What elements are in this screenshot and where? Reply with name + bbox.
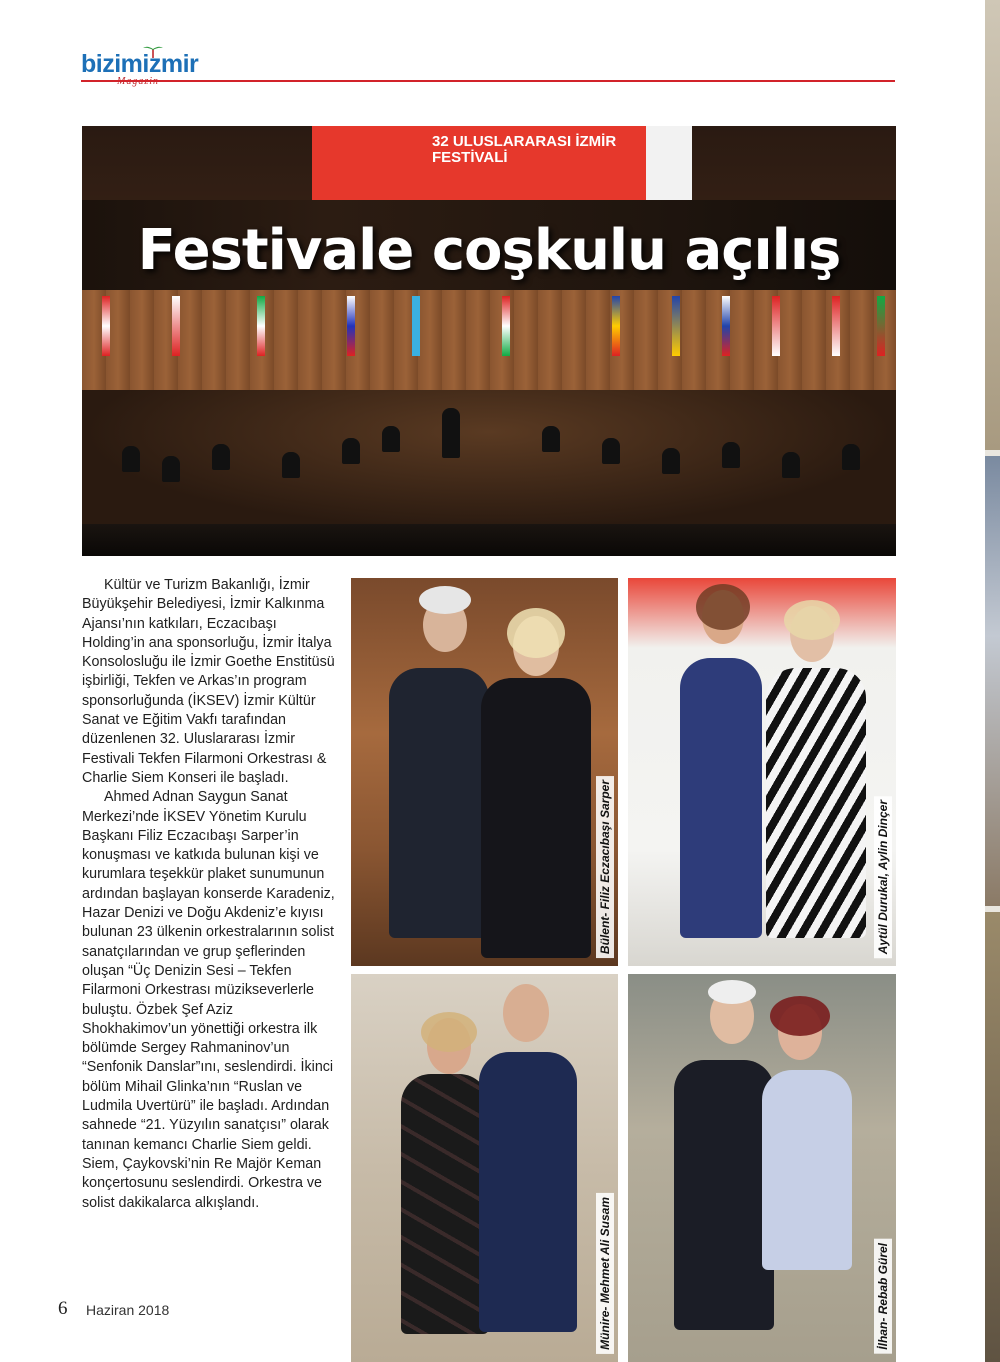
conductor <box>442 408 460 458</box>
photo-bulent-filiz <box>351 578 618 966</box>
musician <box>342 438 360 464</box>
article-body <box>82 576 336 1213</box>
hero-photo <box>82 126 896 556</box>
flag <box>722 296 730 356</box>
banner-sponsor-panel <box>646 126 692 200</box>
man-figure <box>389 668 489 938</box>
flag <box>672 296 680 356</box>
flag <box>877 296 885 356</box>
festival-banner-text: 32 ULUSLARARASI İZMİR FESTİVALİ <box>432 133 617 166</box>
logo-wordmark: bizimizmir <box>81 50 199 78</box>
edge-image-3 <box>985 912 1000 1362</box>
edge-image-1 <box>985 0 1000 450</box>
flag <box>257 296 265 356</box>
photo-caption: İlhan- Rebab Gürel <box>874 1239 892 1354</box>
flag <box>347 296 355 356</box>
woman-hair <box>784 600 840 640</box>
flag <box>612 296 620 356</box>
photo-munire-mehmet <box>351 974 618 1362</box>
flag <box>412 296 420 356</box>
woman-hair <box>507 608 565 658</box>
edge-image-2 <box>985 456 1000 906</box>
musician <box>382 426 400 452</box>
musician <box>212 444 230 470</box>
palm-tree-icon <box>143 44 163 58</box>
woman-figure <box>762 1070 852 1270</box>
flag <box>102 296 110 356</box>
flag <box>832 296 840 356</box>
musician <box>542 426 560 452</box>
woman-hair <box>770 996 830 1036</box>
woman-hair <box>421 1012 477 1052</box>
musician <box>662 448 680 474</box>
woman-figure <box>680 658 762 938</box>
festival-banner <box>312 126 692 200</box>
musician <box>282 452 300 478</box>
man-figure <box>479 1052 577 1332</box>
flag <box>502 296 510 356</box>
article-paragraph: Ahmed Adnan Saygun Sanat Merkezi’nde İKSEV Yönetim Kurulu Başkanı Filiz Eczacıbaşı Sarper’in konuşması ve katkıda bulunan kişi ve kurumlara teşekkür plaket sunumunun ardından başlayan konserde Karadeniz, Hazar Denizi ve Doğu Akdeniz’e kıyısı bulunan 23 ülkenin orkestralarının solist sanatçılarından ve grup şeflerinden oluşan “Üç Denizin Sesi – Tekfen Filarmoni Orkestrası müzikseverlerle buluştu. Özbek Şef Aziz Shokhakimov’un yönettiği orkestra ilk bölümde Sergey Rahmaninov’un “Senfonik Danslar”ını, seslendirdi. İkinci bölüm Mihail Glinka’nın “Ruslan ve Ludmila Uvertürü” ile başladı. Ardından sahnede “21. Yüzyılın sanatçısı” olarak tanınan kemancı Charlie Siem geldi. Siem, Çaykovski’nin Re Majör Keman konçertosunu seslendirdi. Orkestra ve solist dakikalarca alkışlandı. <box>82 789 335 1211</box>
man-figure <box>674 1060 774 1330</box>
man-hair <box>708 980 756 1004</box>
article-paragraph: Kültür ve Turizm Bakanlığı, İzmir Büyükşehir Belediyesi, İzmir Kalkınma Ajansı’nın katkıları, Eczacıbaşı Holding’in ana sponsorluğu, İzmir İtalya Konsolosluğu ile İzmir Goethe Enstitüsü işbirliği, Tekfen ve Arkas’ın program sponsorluğunda (İKSEV) İzmir Kültür Sanat ve Eğitim Vakfı tarafından düzenlenen 32. Uluslararası İzmir Festivali Tekfen Filarmoni Orkestrası & Charlie Siem Konseri ile başladı. <box>82 577 335 786</box>
man-head <box>503 984 549 1042</box>
issue-date: Haziran 2018 <box>86 1302 170 1318</box>
page-number: 6 <box>58 1298 68 1319</box>
photo-ilhan-rebab <box>628 974 896 1362</box>
musician <box>162 456 180 482</box>
musician <box>782 452 800 478</box>
man-hair <box>419 586 471 614</box>
musician <box>122 446 140 472</box>
header-rule <box>81 80 895 82</box>
woman-figure <box>481 678 591 958</box>
musician <box>722 442 740 468</box>
woman-figure <box>401 1074 489 1334</box>
headline: Festivale coşkulu açılış <box>137 218 841 283</box>
photo-caption: Bülent- Filiz Eczacıbaşı Sarper <box>596 776 614 958</box>
flag <box>172 296 180 356</box>
flag <box>772 296 780 356</box>
audience-silhouettes <box>82 524 896 556</box>
photo-aytul-aylin <box>628 578 896 966</box>
photo-caption: Münire- Mehmet Ali Susam <box>596 1193 614 1354</box>
photo-caption: Aytül Durukal, Aylin Dinçer <box>874 796 892 958</box>
orchestra-stage <box>82 390 896 530</box>
magazine-logo <box>81 50 221 90</box>
page-edge-strip <box>985 0 1000 1362</box>
woman-figure <box>766 668 866 938</box>
musician <box>602 438 620 464</box>
woman-hair <box>696 584 750 630</box>
musician <box>842 444 860 470</box>
